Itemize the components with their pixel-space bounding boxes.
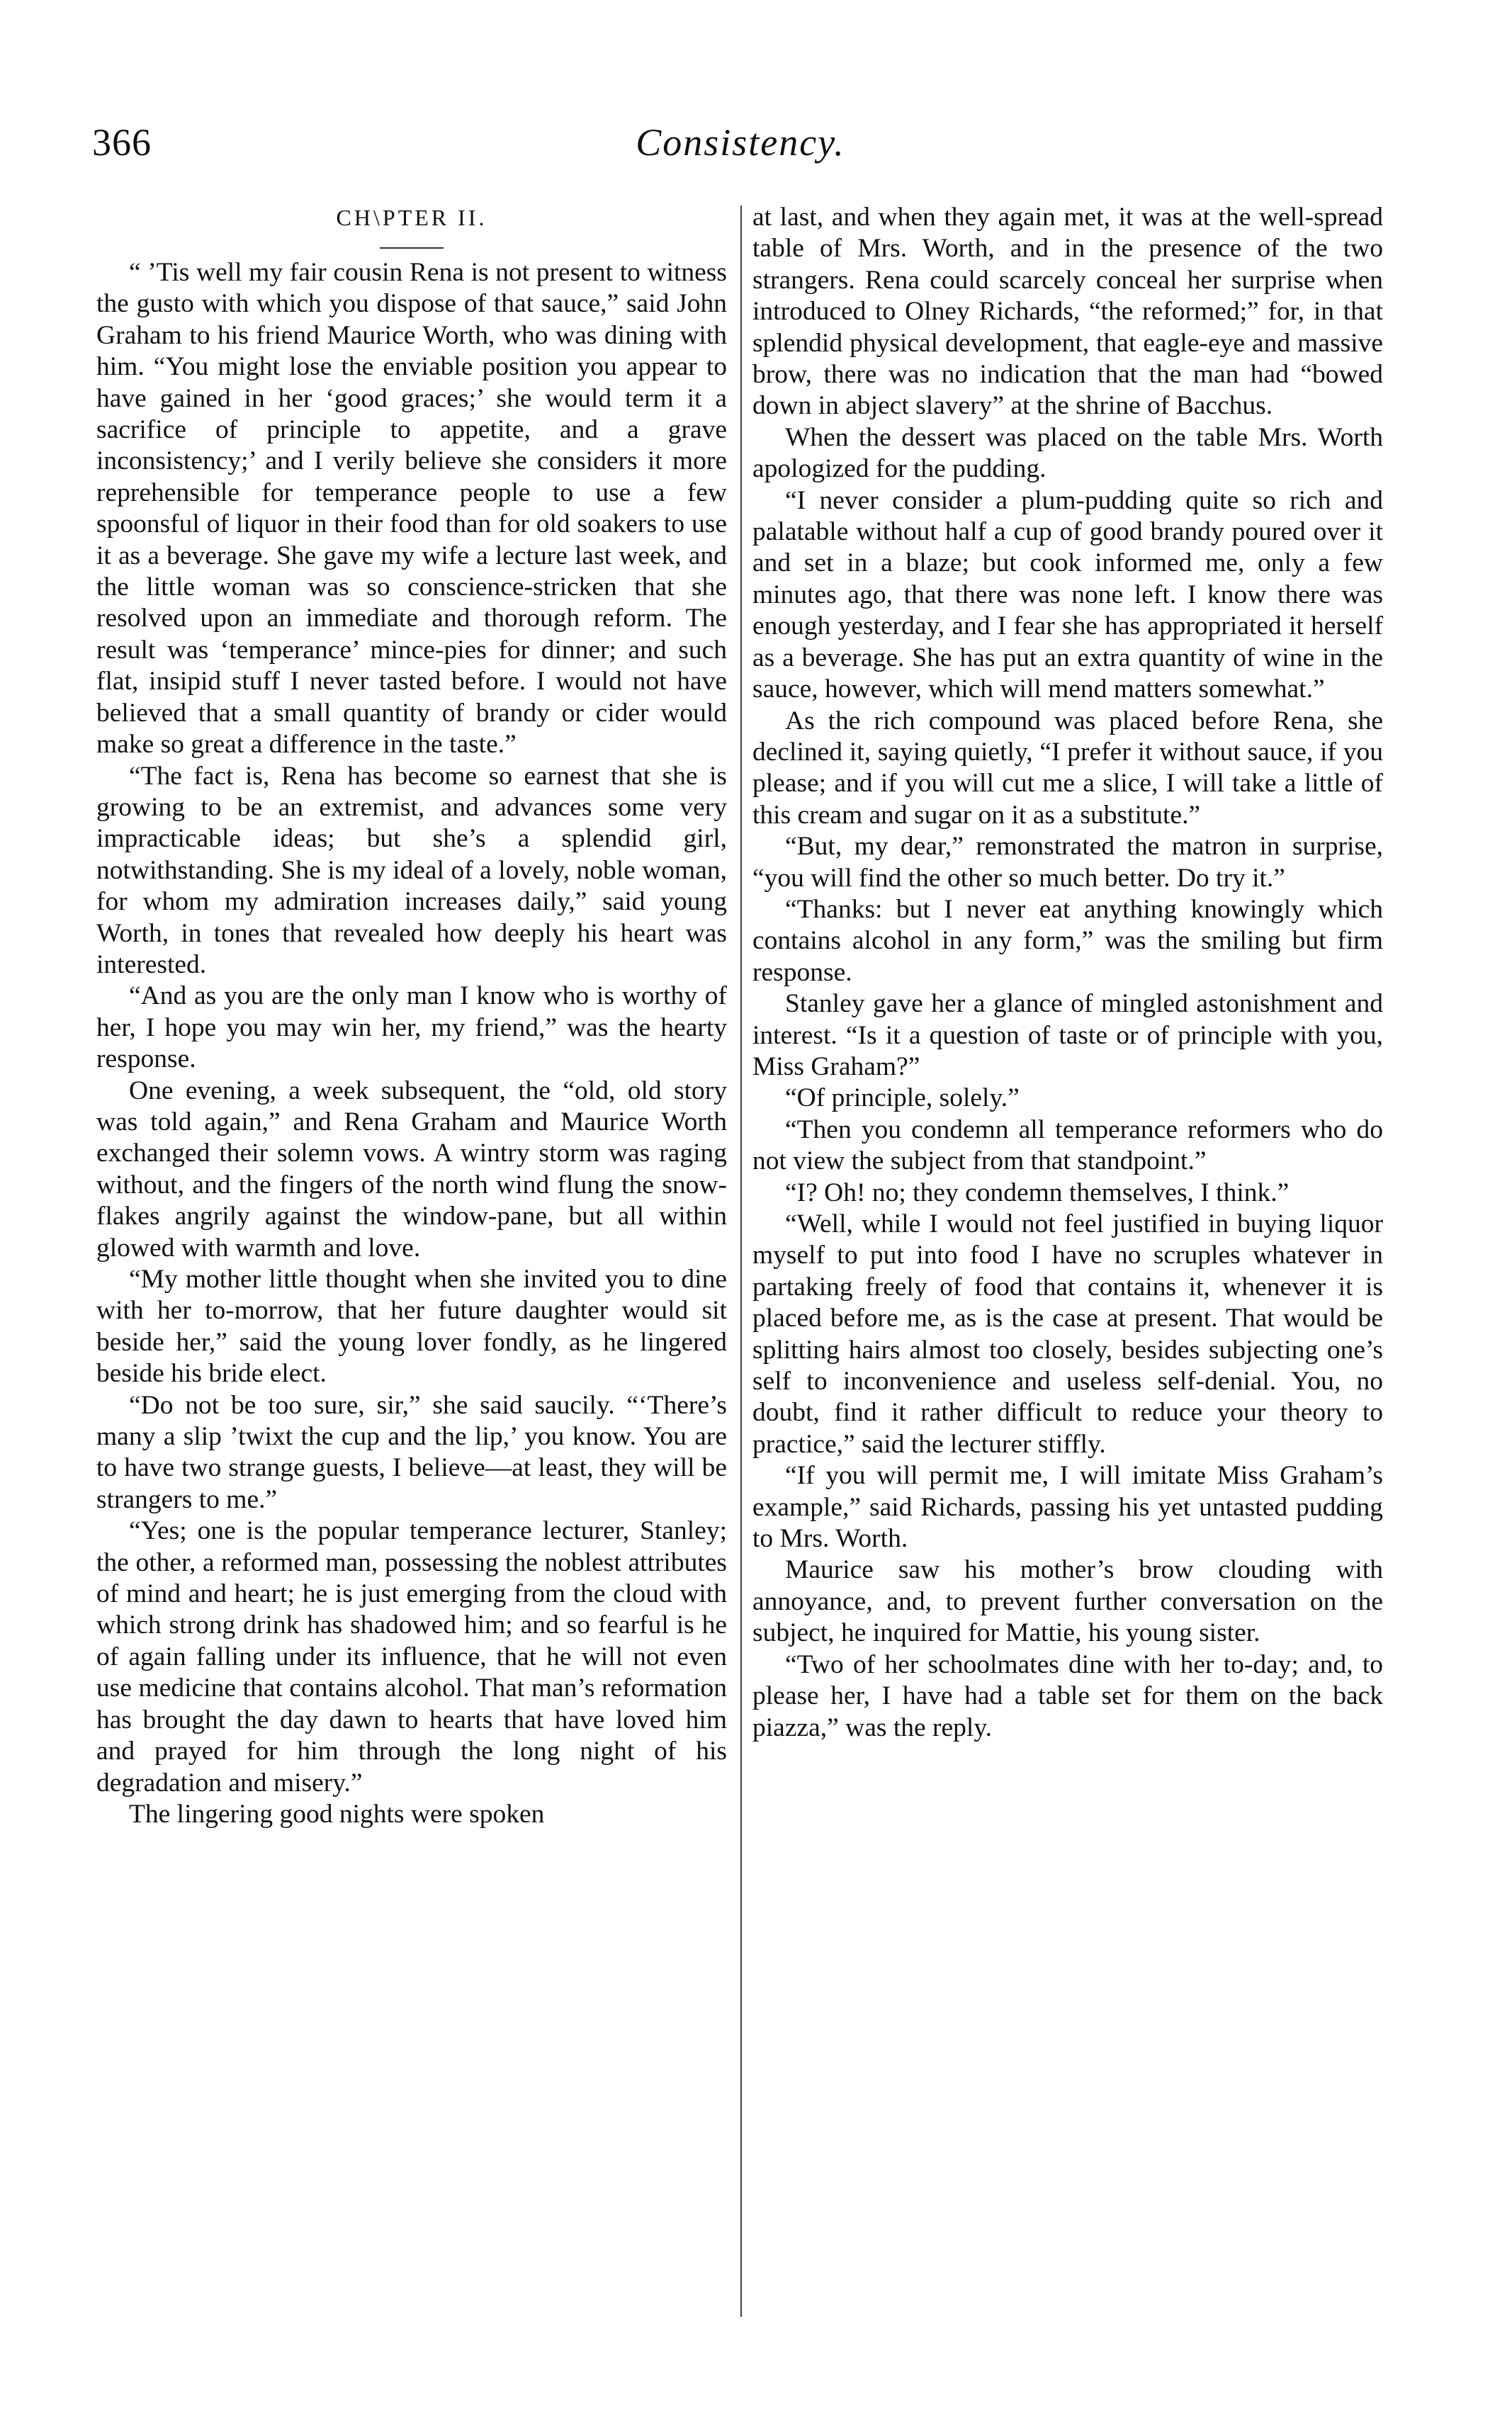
paragraph: When the dessert was placed on the table Mrs. Worth apologized for the pudding. (752, 422, 1383, 484)
paragraph: “Of principle, solely.” (785, 1083, 1020, 1113)
paragraph: “The fact is, Rena has become so earnest that she is growing to be an extremist, and advances some very impracticable ideas; but she’s a splendid girl, notwithstanding. She is my ideal of a lovely, noble woman, for whom my admiration increases daily,” said young Worth, in tones that revealed how deeply his heart was interested. (96, 761, 727, 979)
paragraph: One evening, a week subsequent, the “old, old story was told again,” and Rena Graham and Maurice Worth exchanged their solemn vows. A wintry storm was raging without, and the fingers of the north wind flung the snow-flakes angrily against the window-pane, but all within glowed with warmth and love. (96, 1076, 727, 1263)
paragraph: “Yes; one is the popular temperance lecturer, Stanley; the other, a reformed man, possessing the noblest attributes of mind and heart; he is just emerging from the cloud with which strong drink has shadowed him; and so fearful is he of again falling under its influence, that he will not even use medicine that contains alcohol. That man’s reformation has brought the day dawn to hearts that have loved him and prayed for him through the long night of his degradation and misery.” (96, 1516, 727, 1798)
paragraph: As the rich compound was placed before Rena, she declined it, saying quietly, “I prefer it without sauce, if you please; and if you will cut me a slice, I will take a little of this cream and sugar on it as a substitute.” (752, 706, 1383, 830)
page-header (92, 120, 1389, 184)
paragraph: Maurice saw his mother’s brow clouding with annoyance, and, to prevent further conversation on the subject, he inquired for Mattie, his young sister. (752, 1555, 1383, 1648)
chapter-rule (380, 247, 444, 249)
paragraph: “I? Oh! no; they condemn themselves, I think.” (785, 1178, 1290, 1207)
paragraph: Stanley gave her a glance of mingled astonishment and interest. “Is it a question of taste or of principle with you, Miss Graham?” (752, 989, 1383, 1081)
paragraph: “My mother little thought when she invited you to dine with her to-morrow, that her future daughter would sit beside her,” said the young lover fondly, as he lingered beside his bride elect. (96, 1265, 727, 1389)
paragraph: “Do not be too sure, sir,” she said saucily. “‘There’s many a slip ’twixt the cup and the lip,’ you know. You are to have two strange guests, I believe—at least, they will be strangers to me.” (96, 1390, 727, 1514)
chapter-heading: CH\PTER II. (336, 205, 487, 230)
paragraph: “Then you condemn all temperance reformers who do not view the subject from that standpoint.” (752, 1115, 1383, 1176)
column-divider (740, 205, 742, 2317)
paragraph: “I never consider a plum-pudding quite so rich and palatable without half a cup of good brandy poured over it and set in a blaze; but cook informed me, only a few minutes ago, that there was none left. I know there was enough yesterday, and I fear she has appropriated it herself as a beverage. She has put an extra quantity of wine in the sauce, however, which will mend matters somewhat.” (752, 485, 1383, 704)
left-column (96, 202, 727, 2328)
paragraph: “And as you are the only man I know who is worthy of her, I hope you may win her, my friend,” was the hearty response. (96, 981, 727, 1074)
paragraph: “Two of her schoolmates dine with her to-day; and, to please her, I have had a table set for them on the back piazza,” was the reply. (752, 1649, 1383, 1742)
page-number: 366 (92, 121, 152, 164)
paragraph: at last, and when they again met, it was at the well-spread table of Mrs. Worth, and in the presence of the two strangers. Rena could scarcely conceal her surprise when introduced to Olney Richards, “the reformed;” for, in that splendid physical development, that eagle-eye and massive brow, there was no indication that the man had “bowed down in abject slavery” at the shrine of Bacchus. (752, 203, 1383, 421)
paragraph: “Well, while I would not feel justified in buying liquor myself to put into food I have no scruples whatever in partaking freely of food that contains it, whenever it is placed before me, as is the case at present. That would be splitting hairs almost too closely, besides subjecting one’s self to inconvenience and useless self-denial. You, no doubt, find it rather difficult to reduce your theory to practice,” said the lecturer stiffly. (752, 1209, 1383, 1459)
paragraph: “ ’Tis well my fair cousin Rena is not present to witness the gusto with which you dispose of that sauce,” said John Graham to his friend Maurice Worth, who was dining with him. “You might lose the enviable position you appear to have gained in her ‘good graces;’ she would term it a sacrifice of principle to appetite, and a grave inconsistency;’ and I verily believe she considers it more reprehensible for temperance people to use a few spoonsful of liquor in their food than for old soakers to use it as a beverage. She gave my wife a lecture last week, and the little woman was so conscience-stricken that she resolved upon an immediate and thorough reform. The result was ‘temperance’ mince-pies for dinner; and such flat, insipid stuff I never tasted before. I would not have believed that a small quantity of brandy or cider would make so great a difference in the taste.” (96, 258, 727, 760)
paragraph: “Thanks: but I never eat anything knowingly which contains alcohol in any form,” was the smiling but firm response. (752, 894, 1383, 987)
right-column (752, 202, 1383, 2328)
paragraph: The lingering good nights were spoken (129, 1799, 545, 1829)
paragraph: “But, my dear,” remonstrated the matron in surprise, “you will find the other so much better. Do try it.” (752, 832, 1383, 893)
paragraph: “If you will permit me, I will imitate Miss Graham’s example,” said Richards, passing his yet untasted pudding to Mrs. Worth. (752, 1461, 1383, 1554)
running-title: Consistency. (636, 121, 845, 164)
